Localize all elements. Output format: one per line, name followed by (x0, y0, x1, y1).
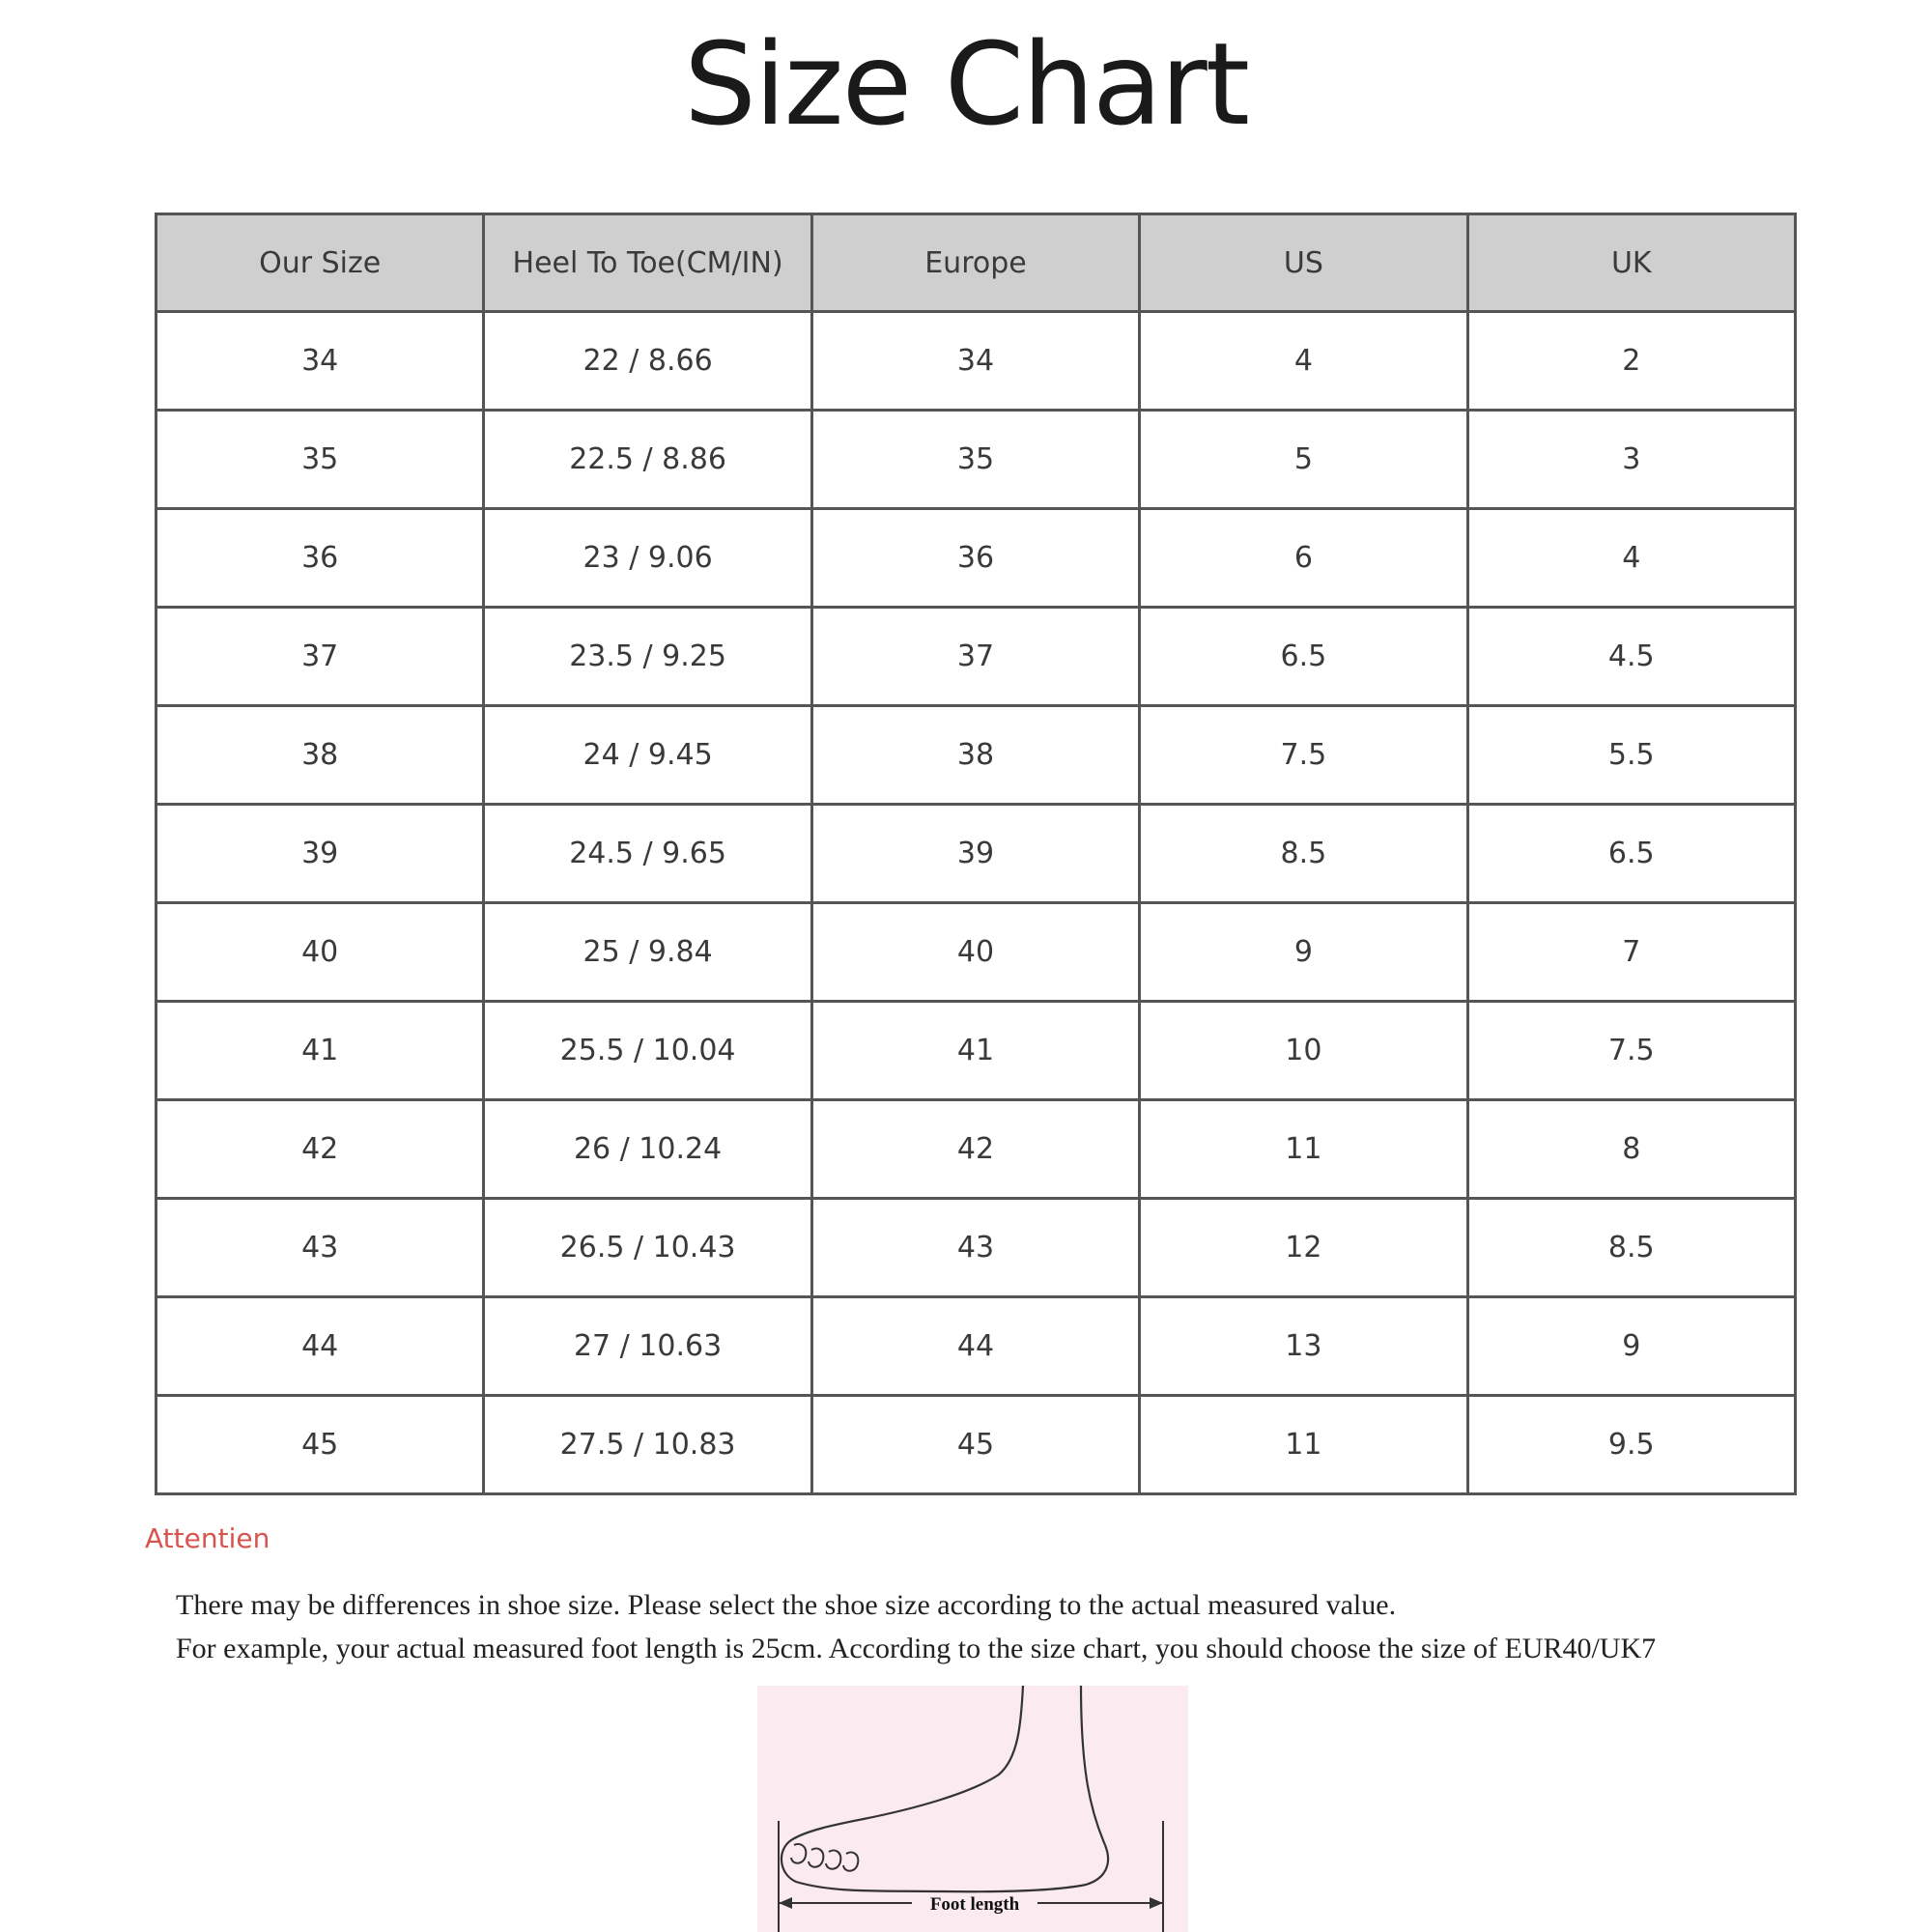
table-header-row (156, 214, 1796, 312)
size-chart-table-container (155, 213, 1797, 1495)
cell-heel-to-toe: 23.5 / 9.25 (484, 608, 811, 706)
cell-our-size: 39 (156, 805, 484, 903)
cell-uk: 7.5 (1467, 1002, 1795, 1100)
cell-our-size: 36 (156, 509, 484, 608)
cell-uk: 9.5 (1467, 1396, 1795, 1494)
attention-label: Attentien (145, 1522, 270, 1554)
table-row (156, 1396, 1796, 1494)
cell-uk: 2 (1467, 312, 1795, 411)
cell-heel-to-toe: 26.5 / 10.43 (484, 1199, 811, 1297)
cell-us: 12 (1140, 1199, 1467, 1297)
cell-europe: 34 (811, 312, 1139, 411)
cell-europe: 45 (811, 1396, 1139, 1494)
cell-our-size: 38 (156, 706, 484, 805)
table-row (156, 1100, 1796, 1199)
table-row (156, 509, 1796, 608)
cell-uk: 5.5 (1467, 706, 1795, 805)
cell-our-size: 42 (156, 1100, 484, 1199)
table-body (156, 312, 1796, 1494)
cell-europe: 36 (811, 509, 1139, 608)
cell-our-size: 43 (156, 1199, 484, 1297)
cell-heel-to-toe: 27 / 10.63 (484, 1297, 811, 1396)
cell-europe: 40 (811, 903, 1139, 1002)
cell-us: 7.5 (1140, 706, 1467, 805)
cell-heel-to-toe: 22.5 / 8.86 (484, 411, 811, 509)
cell-our-size: 35 (156, 411, 484, 509)
header-europe: Europe (811, 214, 1139, 312)
cell-uk: 4 (1467, 509, 1795, 608)
cell-heel-to-toe: 22 / 8.66 (484, 312, 811, 411)
header-uk: UK (1467, 214, 1795, 312)
cell-europe: 41 (811, 1002, 1139, 1100)
cell-our-size: 40 (156, 903, 484, 1002)
foot-length-label: Foot length (912, 1894, 1037, 1916)
cell-europe: 38 (811, 706, 1139, 805)
cell-europe: 35 (811, 411, 1139, 509)
cell-heel-to-toe: 23 / 9.06 (484, 509, 811, 608)
cell-europe: 42 (811, 1100, 1139, 1199)
cell-our-size: 34 (156, 312, 484, 411)
cell-uk: 8.5 (1467, 1199, 1795, 1297)
cell-us: 9 (1140, 903, 1467, 1002)
cell-our-size: 37 (156, 608, 484, 706)
header-us: US (1140, 214, 1467, 312)
note-example: For example, your actual measured foot length is 25cm. According to the size chart, you should choose the size of EUR40/UK7 (176, 1633, 1657, 1664)
note-size-difference: There may be differences in shoe size. Please select the shoe size according to the actual measured value. (176, 1589, 1397, 1621)
table-row (156, 608, 1796, 706)
cell-us: 6 (1140, 509, 1467, 608)
header-heel-to-toe: Heel To Toe(CM/IN) (484, 214, 811, 312)
cell-heel-to-toe: 26 / 10.24 (484, 1100, 811, 1199)
cell-us: 5 (1140, 411, 1467, 509)
table-row (156, 312, 1796, 411)
cell-our-size: 45 (156, 1396, 484, 1494)
cell-us: 11 (1140, 1396, 1467, 1494)
cell-us: 13 (1140, 1297, 1467, 1396)
table-row (156, 411, 1796, 509)
cell-us: 11 (1140, 1100, 1467, 1199)
cell-uk: 6.5 (1467, 805, 1795, 903)
cell-us: 4 (1140, 312, 1467, 411)
cell-uk: 9 (1467, 1297, 1795, 1396)
cell-us: 10 (1140, 1002, 1467, 1100)
cell-uk: 4.5 (1467, 608, 1795, 706)
table-row (156, 1002, 1796, 1100)
page-title: Size Chart (683, 17, 1248, 151)
cell-uk: 3 (1467, 411, 1795, 509)
cell-heel-to-toe: 24.5 / 9.65 (484, 805, 811, 903)
cell-europe: 39 (811, 805, 1139, 903)
foot-length-figure (757, 1686, 1188, 1932)
cell-our-size: 44 (156, 1297, 484, 1396)
cell-uk: 7 (1467, 903, 1795, 1002)
cell-europe: 44 (811, 1297, 1139, 1396)
table-row (156, 706, 1796, 805)
cell-us: 8.5 (1140, 805, 1467, 903)
table-row (156, 903, 1796, 1002)
cell-europe: 43 (811, 1199, 1139, 1297)
header-our-size: Our Size (156, 214, 484, 312)
table-row (156, 1297, 1796, 1396)
cell-heel-to-toe: 25 / 9.84 (484, 903, 811, 1002)
cell-heel-to-toe: 25.5 / 10.04 (484, 1002, 811, 1100)
table-row (156, 1199, 1796, 1297)
cell-uk: 8 (1467, 1100, 1795, 1199)
cell-heel-to-toe: 27.5 / 10.83 (484, 1396, 811, 1494)
size-chart-table (155, 213, 1797, 1495)
table-row (156, 805, 1796, 903)
cell-us: 6.5 (1140, 608, 1467, 706)
cell-heel-to-toe: 24 / 9.45 (484, 706, 811, 805)
cell-our-size: 41 (156, 1002, 484, 1100)
cell-europe: 37 (811, 608, 1139, 706)
